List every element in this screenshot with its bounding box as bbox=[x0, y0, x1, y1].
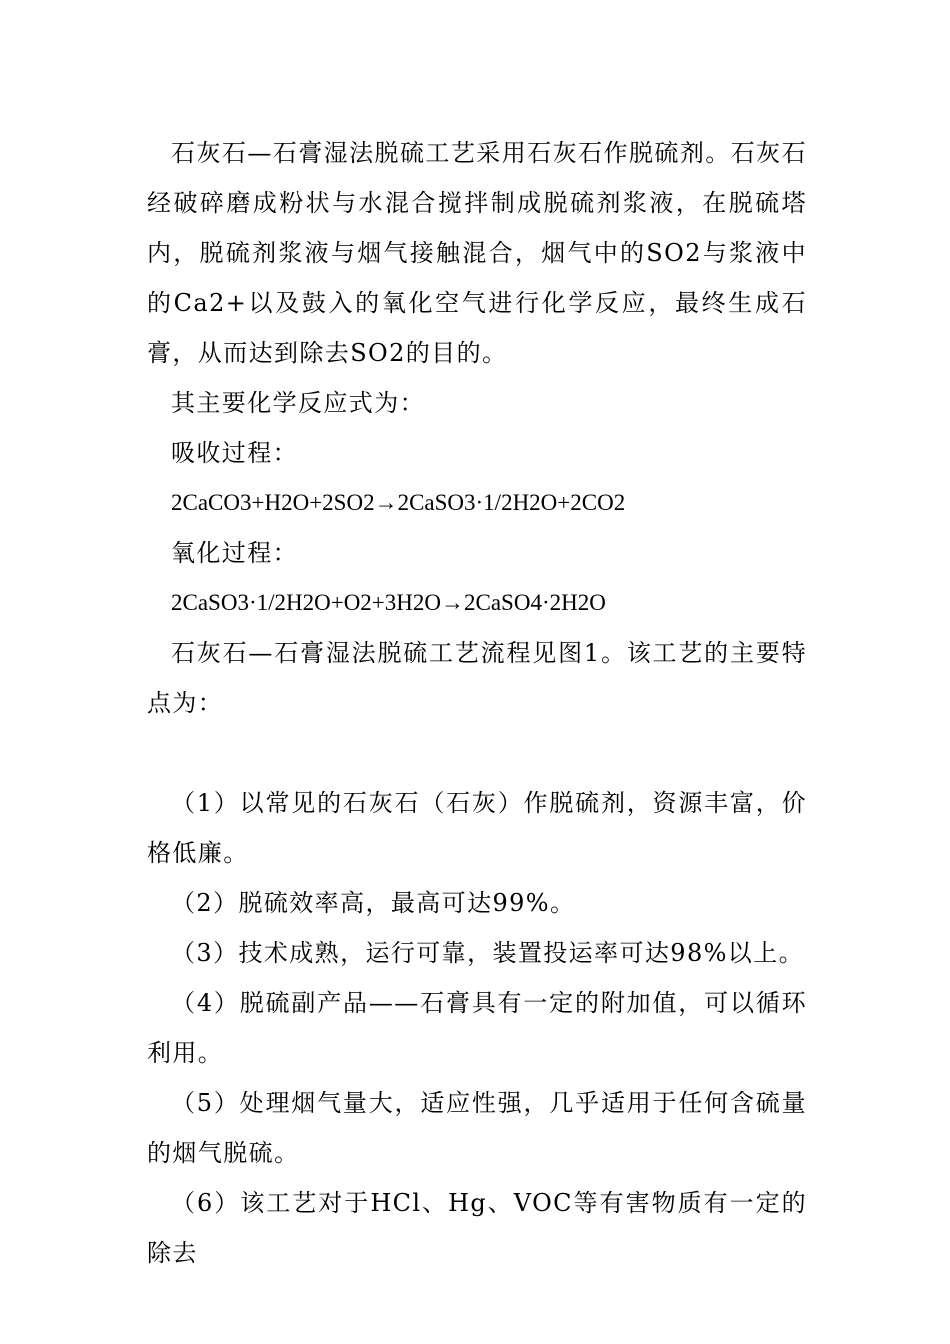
paragraph-absorption-label: 吸收过程： bbox=[171, 439, 298, 467]
paragraph-intro: 石灰石—石膏湿法脱硫工艺采用石灰石作脱硫剂。石灰石经破碎磨成粉状与水混合搅拌制成脱硫剂浆液，在脱硫塔内，脱硫剂浆液与烟气接触混合，烟气中的SO2与浆液中的Ca2+以及鼓入的氧化空气进行化学反应，最终生成石膏，从而达到除去SO2的目的。 bbox=[147, 139, 807, 367]
list-item-feature-2: （2）脱硫效率高，最高可达99%。 bbox=[171, 889, 576, 917]
formula-oxidation: 2CaSO3·1/2H2O+O2+3H2O→2CaSO4·2H2O bbox=[171, 590, 606, 615]
paragraph-reaction-heading: 其主要化学反应式为： bbox=[171, 389, 425, 417]
list-item-feature-5: （5）处理烟气量大，适应性强，几乎适用于任何含硫量的烟气脱硫。 bbox=[147, 1089, 807, 1167]
list-item-feature-6: （6）该工艺对于HCl、Hg、VOC等有害物质有一定的除去 bbox=[147, 1189, 807, 1267]
list-item-feature-3: （3）技术成熟，运行可靠，装置投运率可达98%以上。 bbox=[171, 939, 805, 967]
paragraph-features-intro: 石灰石—石膏湿法脱硫工艺流程见图1。该工艺的主要特点为： bbox=[147, 639, 807, 717]
blank-line bbox=[147, 728, 807, 778]
paragraph-oxidation-label: 氧化过程： bbox=[171, 539, 298, 567]
list-item-feature-1: （1）以常见的石灰石（石灰）作脱硫剂，资源丰富，价格低廉。 bbox=[147, 789, 807, 867]
list-item-feature-4: （4）脱硫副产品——石膏具有一定的附加值，可以循环利用。 bbox=[147, 989, 807, 1067]
formula-absorption: 2CaCO3+H2O+2SO2→2CaSO3·1/2H2O+2CO2 bbox=[171, 490, 626, 515]
document-body bbox=[147, 128, 807, 1278]
